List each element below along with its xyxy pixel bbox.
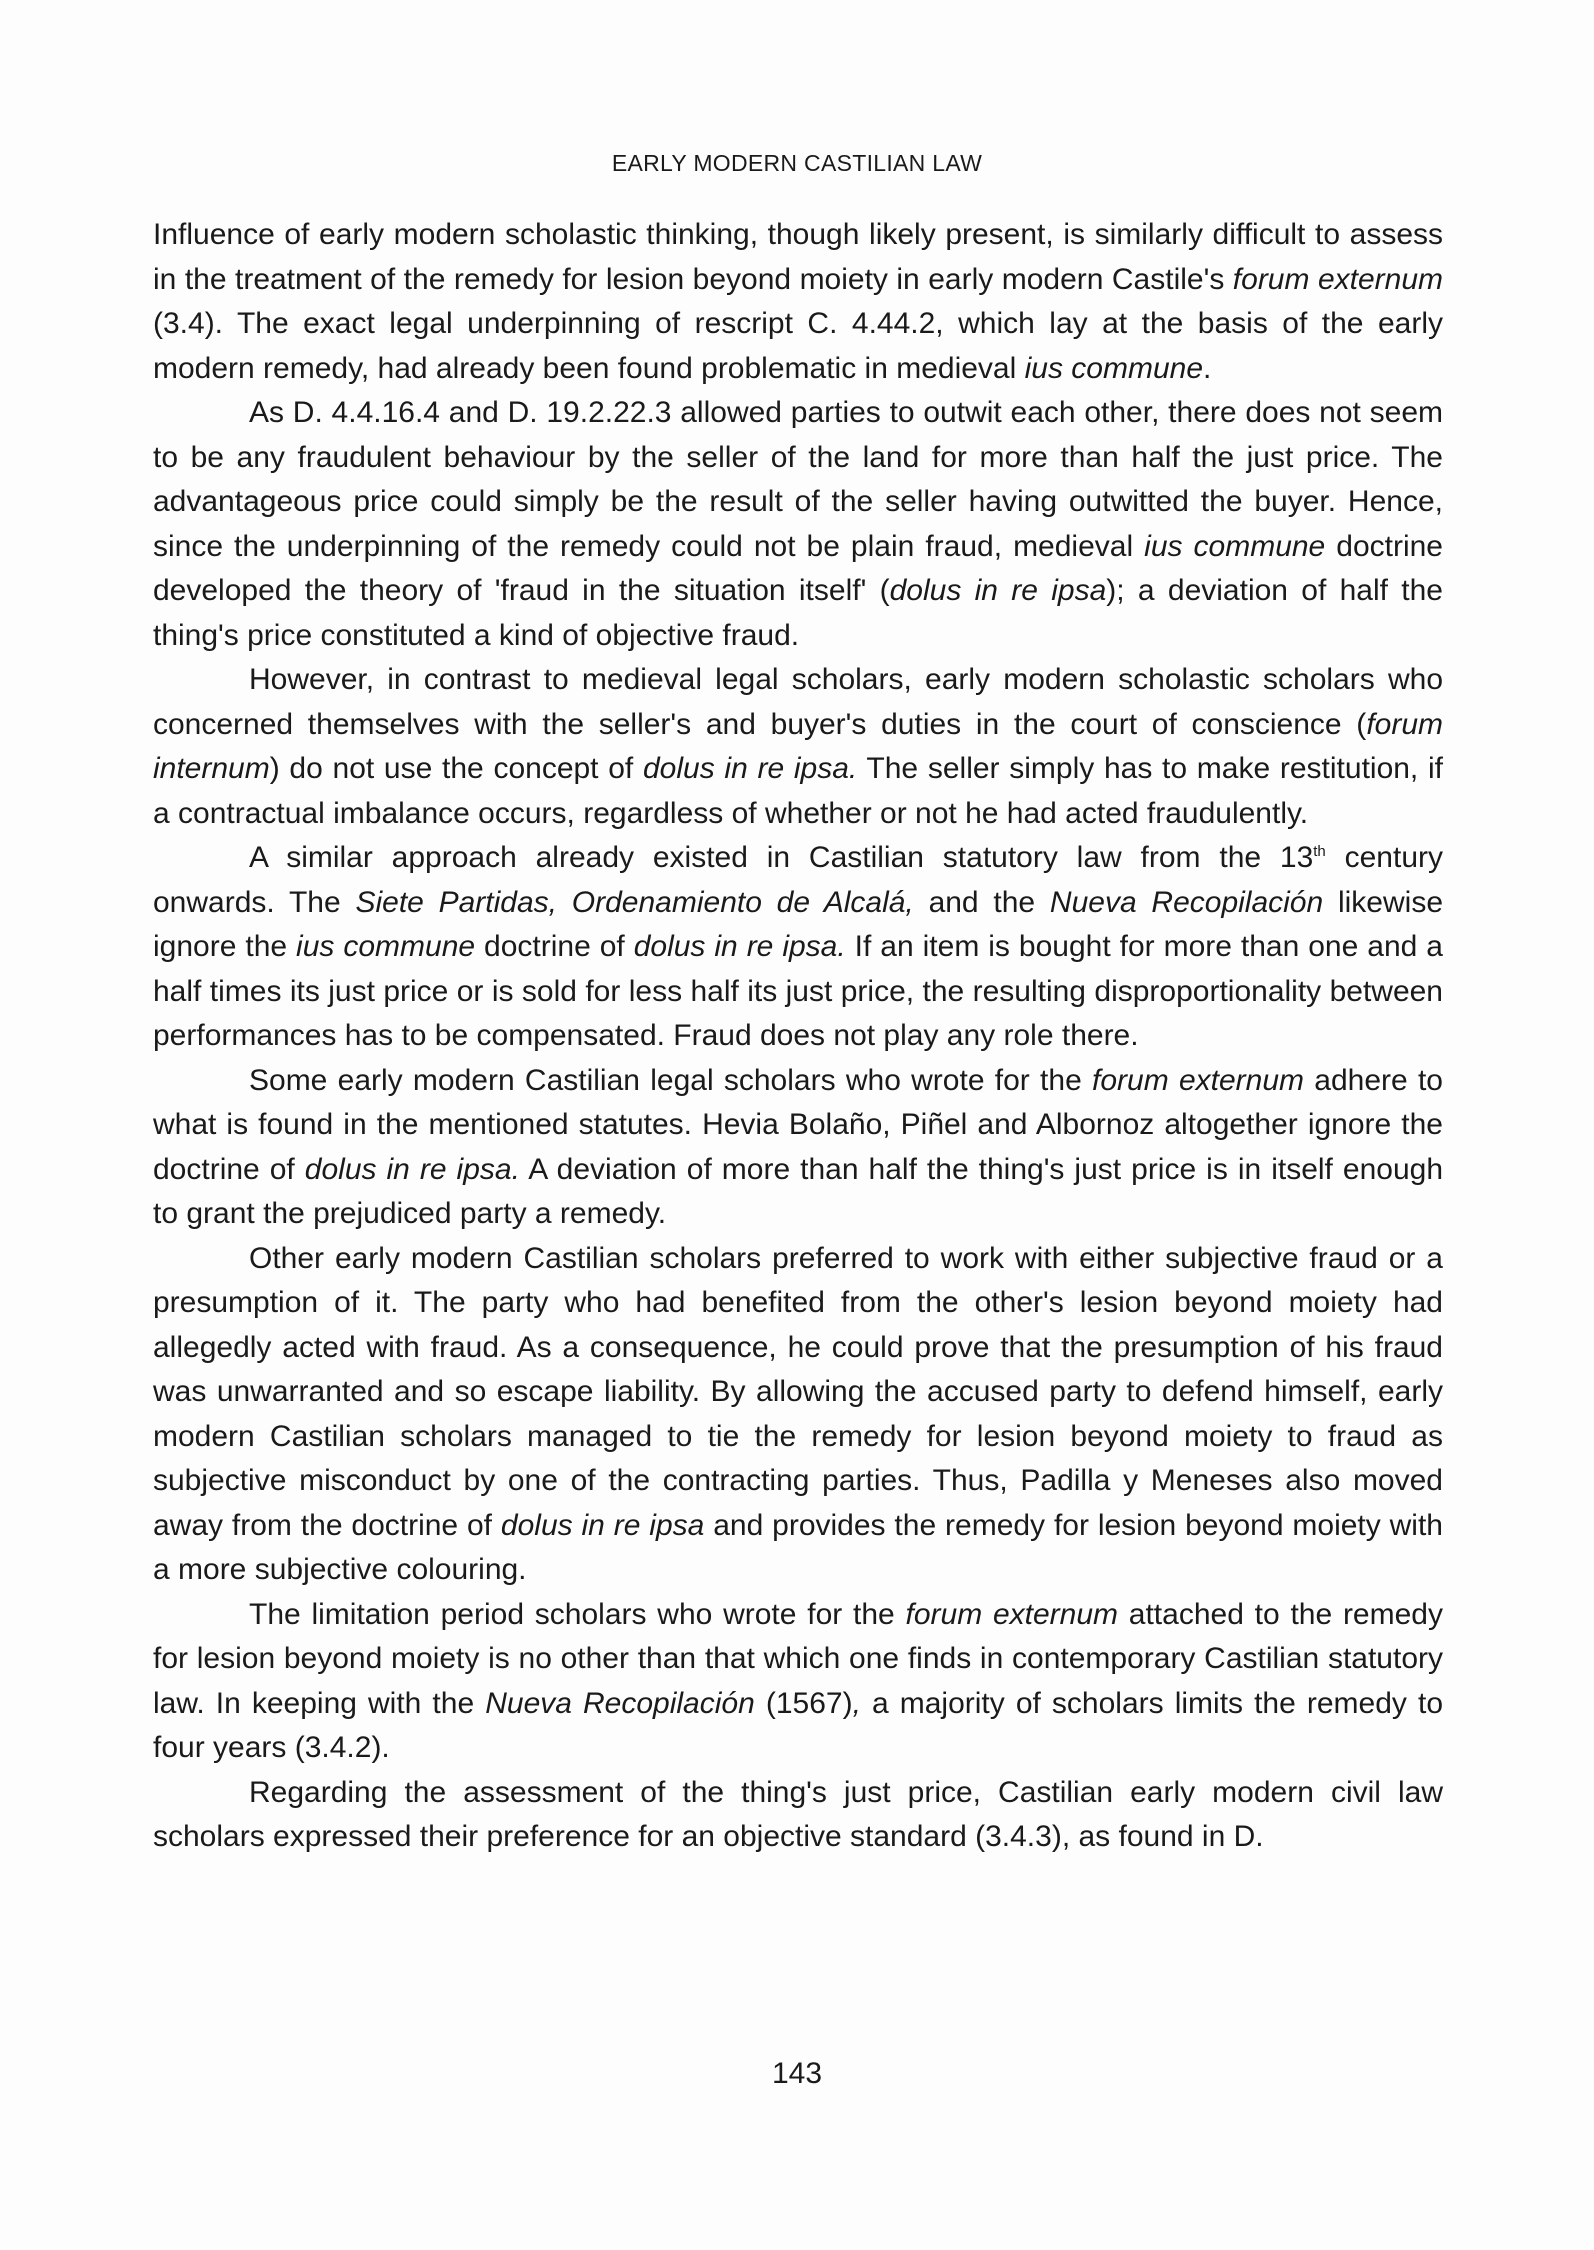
ordinal-superscript: th [1313,843,1326,860]
paragraph-2: As D. 4.4.16.4 and D. 19.2.22.3 allowed parties to outwit each other, there does not seem to be any fraudulent behaviour by the seller of the land for more than half the just price. The advantageous price could simply be the result of the seller having outwitted the buyer. Hence, since the underpinning of the remedy could not be plain fraud, medieval ius commune doctrine developed the theory of 'fraud in the situation itself' (dolus in re ipsa); a deviation of half the thing's price constituted a kind of objective fraud. [153,396,1443,652]
paragraph-4: A similar approach already existed in Castilian statutory law from the 13th century onwards. The Siete Partidas, Ordenamiento de Alcalá, and the Nueva Recopilación likewise ignore the ius commune doctrine of dolus in re ipsa. If an item is bought for more than one and a half times its just price or is sold for less half its just price, the resulting disproportionality between performances has to be compensated. Fraud does not play any role there. [153,841,1444,1052]
paragraph-7: The limitation period scholars who wrote for the forum externum attached to the remedy for lesion beyond moiety is no other than that which one finds in contemporary Castilian statutory law. In keeping with the Nueva Recopilación (1567), a majority of scholars limits the remedy to four years (3.4.2). [153,1597,1443,1764]
paragraph-5: Some early modern Castilian legal scholars who wrote for the forum externum adhere to what is found in the mentioned statutes. Hevia Bolaño, Piñel and Albornoz altogether ignore the doctrine of dolus in re ipsa. A deviation of more than half the thing's just price is in itself enough to grant the prejudiced party a remedy. [153,1063,1444,1230]
paragraph-8: Regarding the assessment of the thing's just price, Castilian early modern civil law scholars expressed their preference for an objective standard (3.4.3), as found in D. [153,1775,1443,1853]
paragraph-3: However, in contrast to medieval legal scholars, early modern scholastic scholars who concerned themselves with the seller's and buyer's duties in the court of conscience (forum internum) do not use the concept of dolus in re ipsa. The seller simply has to make restitution, if a contractual imbalance occurs, regardless of whether or not he had acted fraudulently. [153,663,1443,830]
page-number: 143 [771,2057,823,2090]
paragraph-1: Influence of early modern scholastic thinking, though likely present, is similarly difficult to assess in the treatment of the remedy for lesion beyond moiety in early modern Castile's forum externum (3.4). The exact legal underpinning of rescript C. 4.44.2, which lay at the basis of the early modern remedy, had already been found problematic in medieval ius commune. [153,218,1444,385]
paragraph-6: Other early modern Castilian scholars preferred to work with either subjective fraud or a presumption of it. The party who had benefited from the other's lesion beyond moiety had allegedly acted with fraud. As a consequence, he could prove that the presumption of his fraud was unwarranted and so escape liability. By allowing the accused party to defend himself, early modern Castilian scholars managed to tie the remedy for lesion beyond moiety to fraud as subjective misconduct by one of the contracting parties. Thus, Padilla y Meneses also moved away from the doctrine of dolus in re ipsa and provides the remedy for lesion beyond moiety with a more subjective colouring. [153,1241,1443,1586]
body-text [153,213,1443,1860]
running-header: EARLY MODERN CASTILIAN LAW [611,150,983,176]
